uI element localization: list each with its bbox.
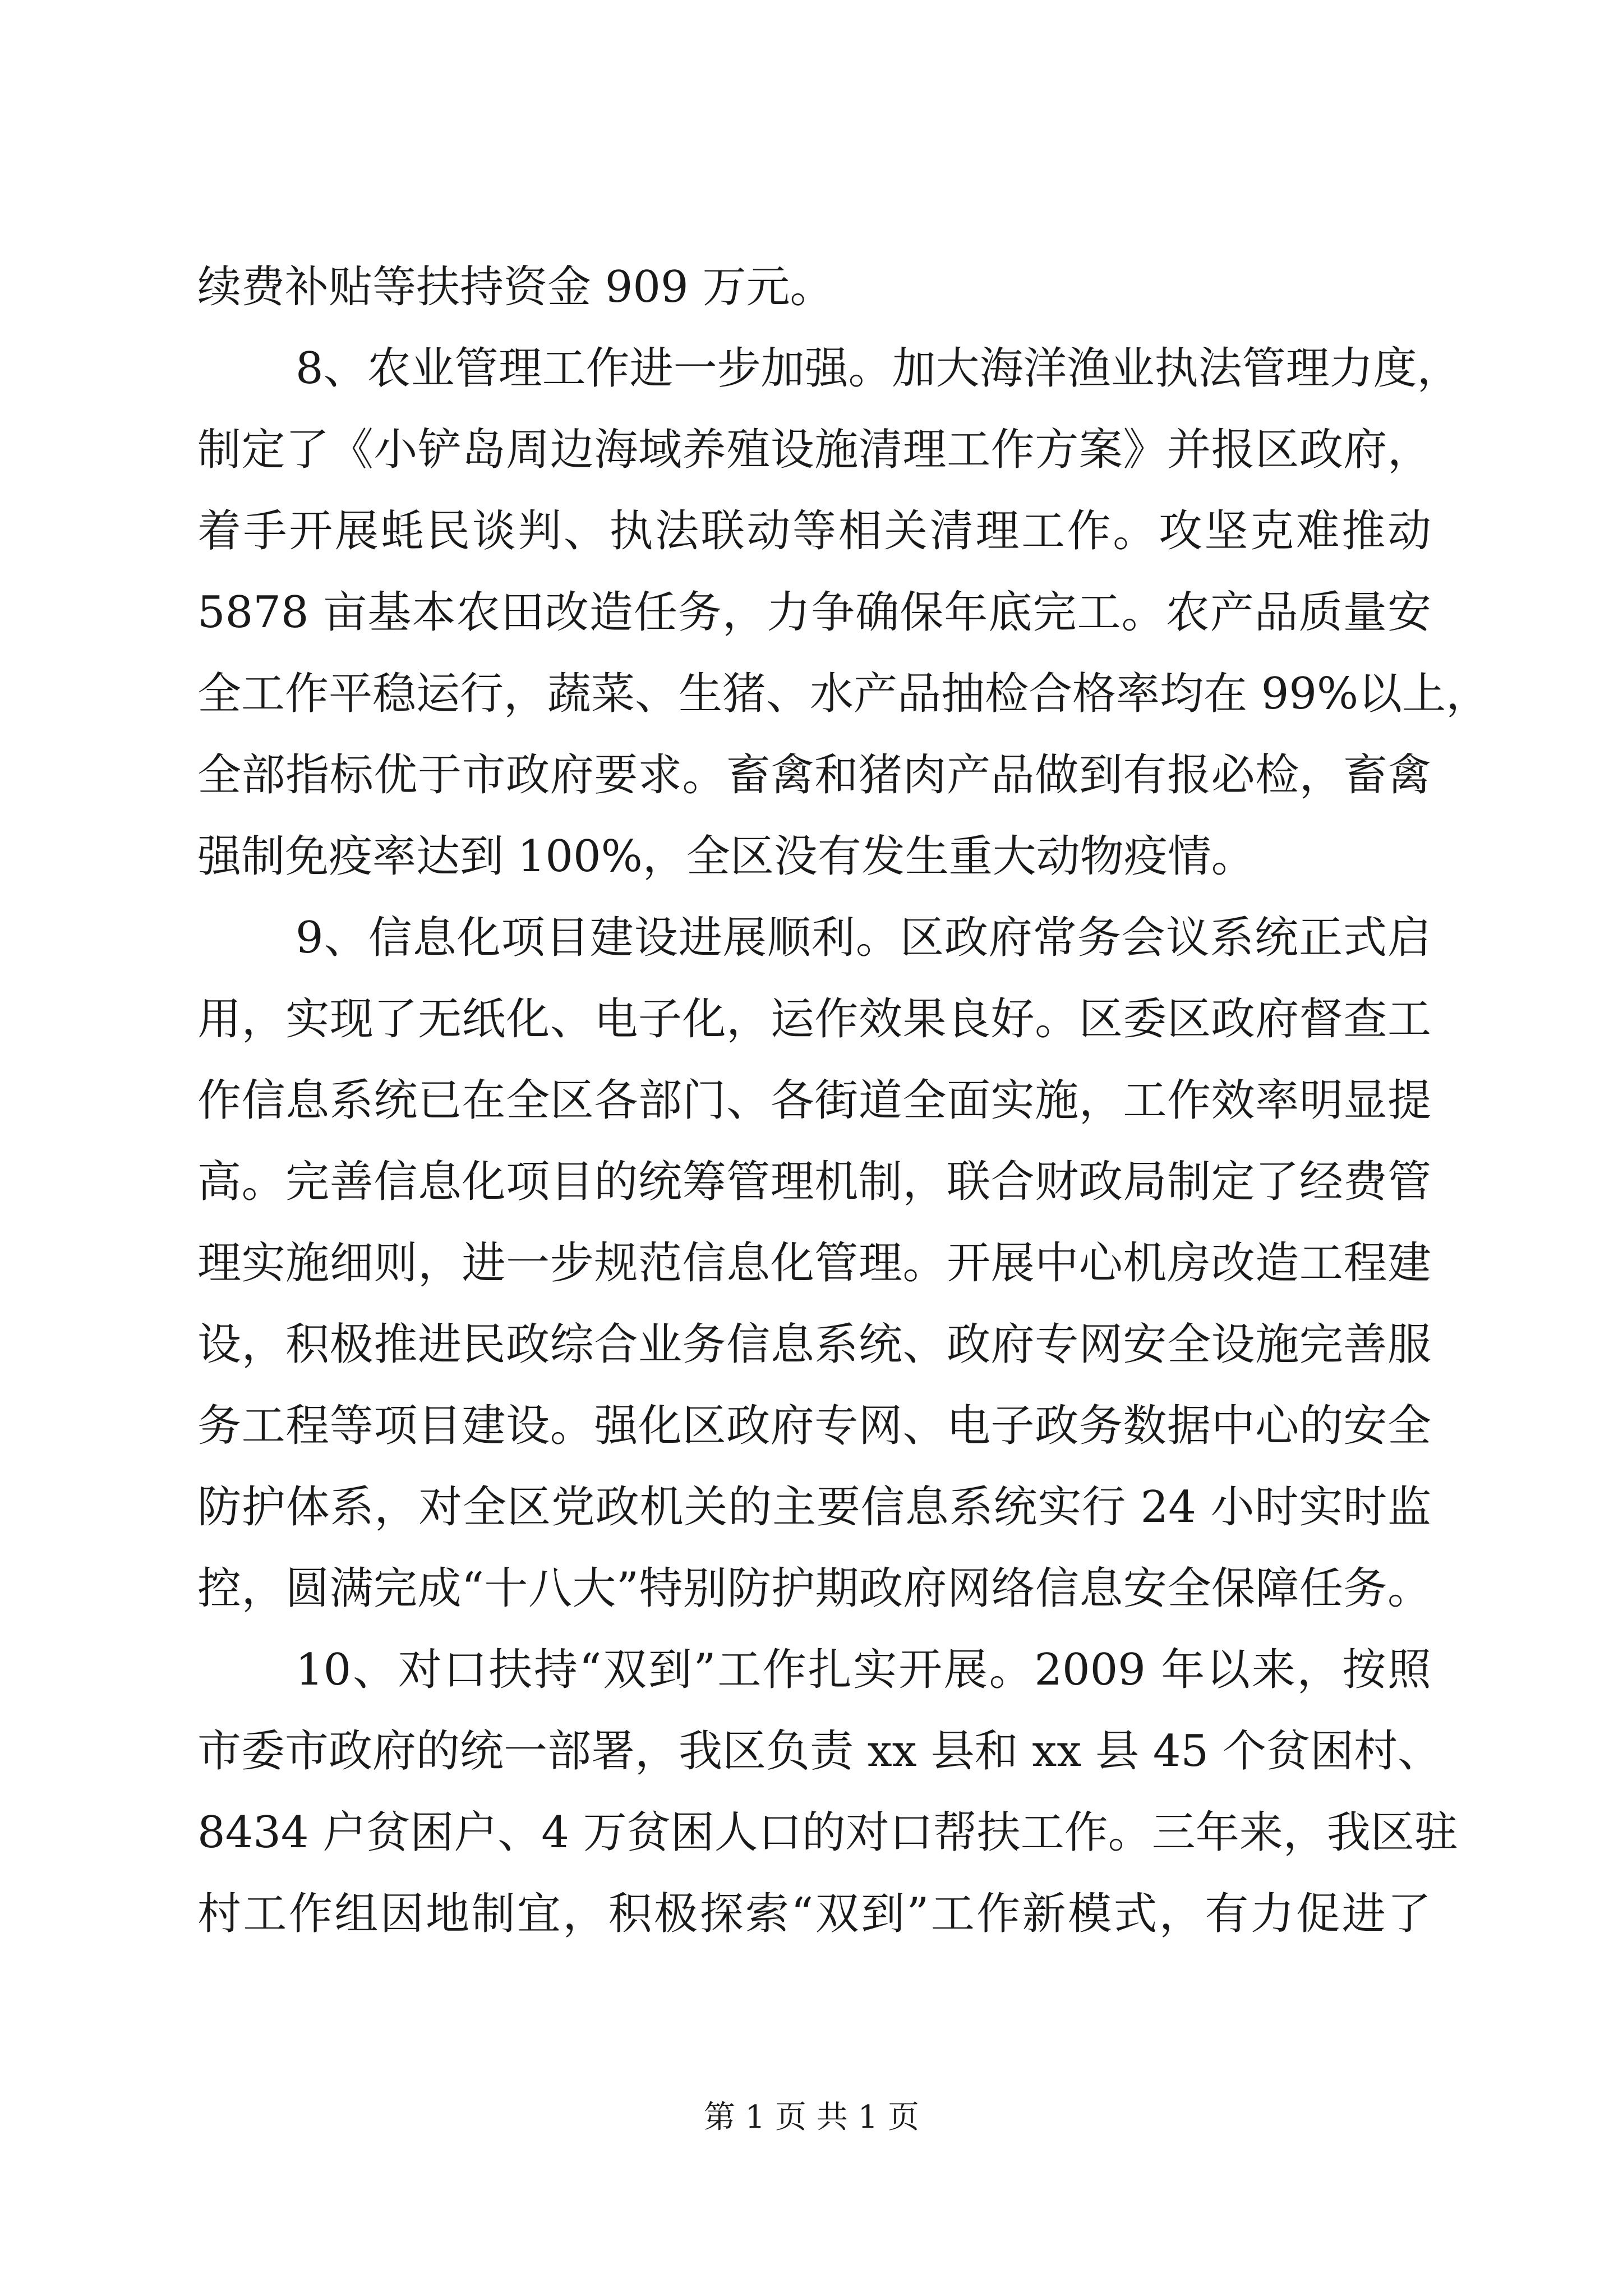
- text-line: 市委市政府的统一部署，我区负责 xx 县和 xx 县 45 个贫困村、: [197, 1726, 1441, 1777]
- text-line: 防护体系，对全区党政机关的主要信息系统实行 24 小时实时监: [197, 1482, 1431, 1533]
- text-line: 8、农业管理工作进一步加强。加大海洋渔业执法管理力度，: [296, 343, 1461, 394]
- text-line: 村工作组因地制宜，积极探索“双到”工作新模式，有力促进了: [197, 1889, 1431, 1939]
- body-text: [197, 247, 1490, 1955]
- text-line: 8434 户贫困户、4 万贫困人口的对口帮扶工作。三年来，我区驻: [197, 1807, 1458, 1858]
- text-line: 用，实现了无纸化、电子化，运作效果良好。区委区政府督查工: [197, 994, 1431, 1045]
- text-line: 全工作平稳运行，蔬菜、生猪、水产品抽检合格率均在 99%以上，: [197, 669, 1490, 719]
- text-line: 设，积极推进民政综合业务信息系统、政府专网安全设施完善服: [197, 1319, 1431, 1370]
- text-line: 10、对口扶持“双到”工作扎实开展。2009 年以来，按照: [296, 1645, 1431, 1695]
- text-line: 5878 亩基本农田改造任务，力争确保年底完工。农产品质量安: [197, 587, 1431, 638]
- text-line: 强制免疫率达到 100%，全区没有发生重大动物疫情。: [197, 831, 1255, 882]
- text-line: 全部指标优于市政府要求。畜禽和猪肉产品做到有报必检，畜禽: [197, 750, 1431, 800]
- text-line: 着手开展蚝民谈判、执法联动等相关清理工作。攻坚克难推动: [197, 506, 1431, 556]
- text-line: 9、信息化项目建设进展顺利。区政府常务会议系统正式启: [296, 913, 1431, 963]
- text-line: 理实施细则，进一步规范信息化管理。开展中心机房改造工程建: [197, 1238, 1431, 1289]
- text-line: 续费补贴等扶持资金 909 万元。: [197, 262, 834, 312]
- text-line: 制定了《小铲岛周边海域养殖设施清理工作方案》并报区政府，: [197, 425, 1431, 475]
- text-line: 作信息系统已在全区各部门、各街道全面实施，工作效率明显提: [197, 1075, 1431, 1126]
- text-line: 控，圆满完成“十八大”特别防护期政府网络信息安全保障任务。: [197, 1563, 1431, 1614]
- text-line: 高。完善信息化项目的统筹管理机制，联合财政局制定了经费管: [197, 1157, 1431, 1207]
- page-footer: 第 1 页 共 1 页: [703, 2099, 920, 2136]
- text-line: 务工程等项目建设。强化区政府专网、电子政务数据中心的安全: [197, 1401, 1431, 1451]
